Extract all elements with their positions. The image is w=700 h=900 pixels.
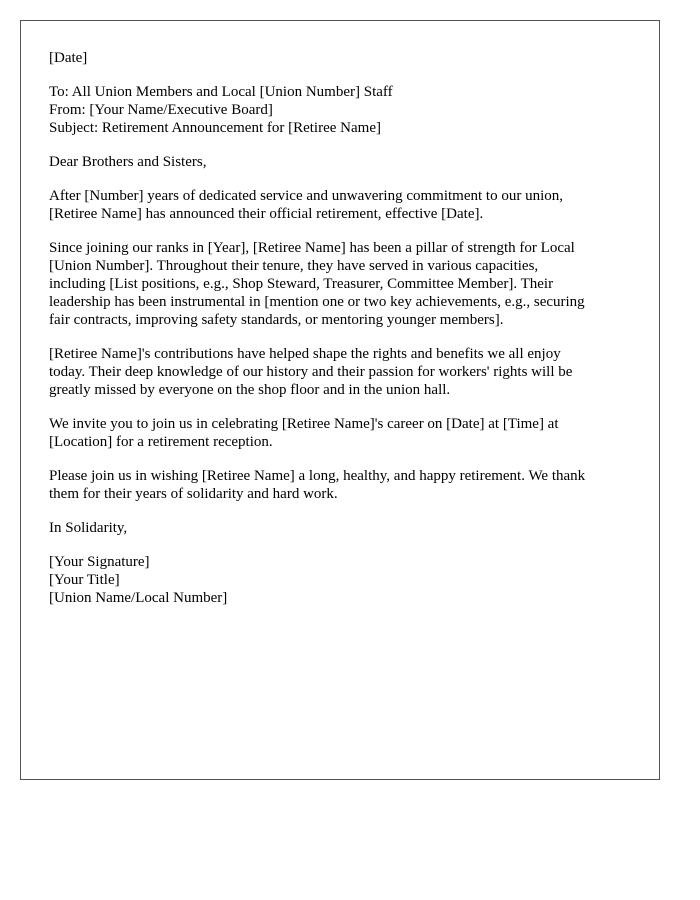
salutation-block: [49, 153, 634, 171]
salutation: Dear Brothers and Sisters,: [49, 154, 207, 170]
paragraph-celebration-invite: [49, 415, 634, 451]
letter-body: [49, 49, 634, 623]
paragraph-line: [Retiree Name]'s contributions have helped shape the rights and benefits we all enjoy: [49, 346, 561, 362]
paragraph-line: today. Their deep knowledge of our history and their passion for workers' rights will be: [49, 364, 573, 380]
paragraph-line: Please join us in wishing [Retiree Name] a long, healthy, and happy retirement. We thank: [49, 468, 586, 484]
paragraph-line: fair contracts, improving safety standards, or mentoring younger members].: [49, 312, 504, 328]
paragraph-line: [Location] for a retirement reception.: [49, 434, 273, 450]
closing-block: [49, 519, 634, 537]
closing: In Solidarity,: [49, 520, 128, 536]
to-line: To: All Union Members and Local [Union Number] Staff: [49, 84, 393, 100]
signature-organization: [Union Name/Local Number]: [49, 590, 228, 606]
subject-line: Subject: Retirement Announcement for [Retiree Name]: [49, 120, 381, 136]
signature-block: [49, 553, 634, 607]
paragraph-line: [Union Number]. Throughout their tenure, they have served in various capacities,: [49, 258, 539, 274]
paragraph-line: leadership has been instrumental in [mention one or two key achievements, e.g., securing: [49, 294, 585, 310]
paragraph-retirement-announcement: [49, 187, 634, 223]
letter-page: [20, 20, 660, 780]
letter-date: [Date]: [49, 50, 88, 66]
paragraph-line: We invite you to join us in celebrating [Retiree Name]'s career on [Date] at [Time] at: [49, 416, 559, 432]
paragraph-line: greatly missed by everyone on the shop floor and in the union hall.: [49, 382, 451, 398]
paragraph-line: them for their years of solidarity and hard work.: [49, 486, 338, 502]
paragraph-contributions: [49, 345, 634, 399]
from-line: From: [Your Name/Executive Board]: [49, 102, 273, 118]
letter-date-block: [49, 49, 634, 67]
paragraph-line: Since joining our ranks in [Year], [Retiree Name] has been a pillar of strength for Local: [49, 240, 575, 256]
paragraph-line: After [Number] years of dedicated service and unwavering commitment to our union,: [49, 188, 563, 204]
paragraph-line: [Retiree Name] has announced their official retirement, effective [Date].: [49, 206, 484, 222]
paragraph-well-wishes: [49, 467, 634, 503]
letter-header: [49, 83, 634, 137]
signature-title: [Your Title]: [49, 572, 120, 588]
paragraph-service-history: [49, 239, 634, 329]
signature-name: [Your Signature]: [49, 554, 150, 570]
paragraph-line: including [List positions, e.g., Shop Steward, Treasurer, Committee Member]. Their: [49, 276, 554, 292]
